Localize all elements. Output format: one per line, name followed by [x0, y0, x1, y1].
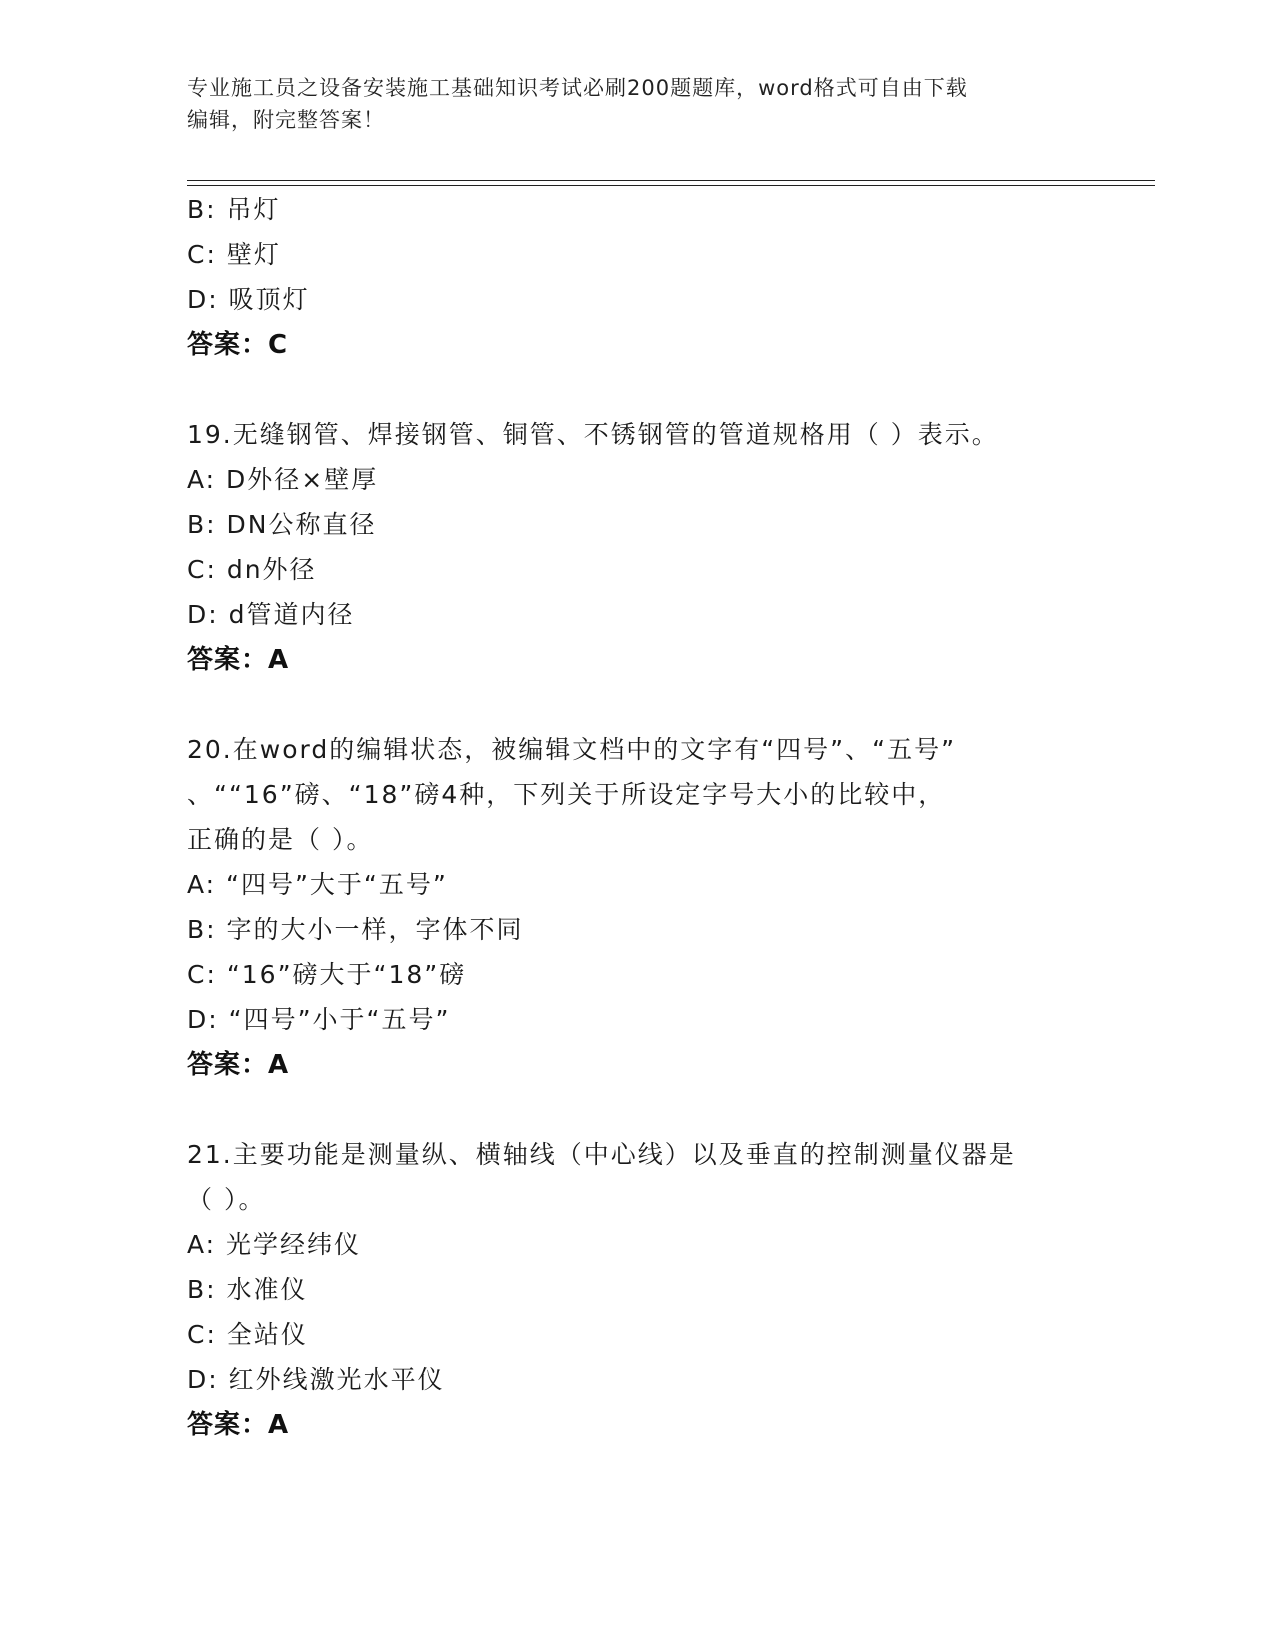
q20-option-b: B: 字的大小一样，字体不同 [187, 915, 524, 944]
q19-answer: 答案：A [187, 645, 290, 675]
q21-option-b: B: 水准仪 [187, 1275, 308, 1304]
q20-option-d: D: “四号”小于“五号” [187, 1005, 451, 1034]
q18-option-c: C: 壁灯 [187, 240, 281, 269]
q18-option-d: D: 吸顶灯 [187, 285, 310, 314]
q20-answer: 答案：A [187, 1050, 290, 1080]
q21-question-line-1: 21.主要功能是测量纵、横轴线（中心线）以及垂直的控制测量仪器是 [187, 1140, 1016, 1169]
q21-option-c: C: 全站仪 [187, 1320, 308, 1349]
q21-option-d: D: 红外线激光水平仪 [187, 1365, 445, 1394]
header-line-2: 编辑，附完整答案！ [187, 108, 385, 132]
q19-option-d: D: d管道内径 [187, 600, 355, 629]
header-divider-thin [187, 185, 1155, 186]
q20-question-line-1: 20.在word的编辑状态，被编辑文档中的文字有“四号”、“五号” [187, 735, 957, 764]
q18-answer: 答案：C [187, 330, 289, 360]
q21-option-a: A: 光学经纬仪 [187, 1230, 362, 1259]
q19-question: 19.无缝钢管、焊接钢管、铜管、不锈钢管的管道规格用（ ）表示。 [187, 420, 999, 449]
q20-question-line-2: 、““16”磅、“18”磅4种，下列关于所设定字号大小的比较中， [187, 780, 946, 809]
page-header [187, 72, 1087, 136]
q20-question-line-3: 正确的是（ ）。 [187, 825, 374, 854]
q20-option-c: C: “16”磅大于“18”磅 [187, 960, 467, 989]
q20-option-a: A: “四号”大于“五号” [187, 870, 448, 899]
q21-answer: 答案：A [187, 1410, 290, 1440]
q21-question-line-2: （ ）。 [187, 1185, 266, 1214]
header-divider-thick [187, 180, 1155, 181]
q18-option-b: B: 吊灯 [187, 195, 281, 224]
header-line-1: 专业施工员之设备安装施工基础知识考试必刷200题题库，word格式可自由下载 [187, 76, 968, 100]
q19-option-c: C: dn外径 [187, 555, 317, 584]
q19-option-a: A: D外径×壁厚 [187, 465, 379, 494]
q19-option-b: B: DN公称直径 [187, 510, 377, 539]
